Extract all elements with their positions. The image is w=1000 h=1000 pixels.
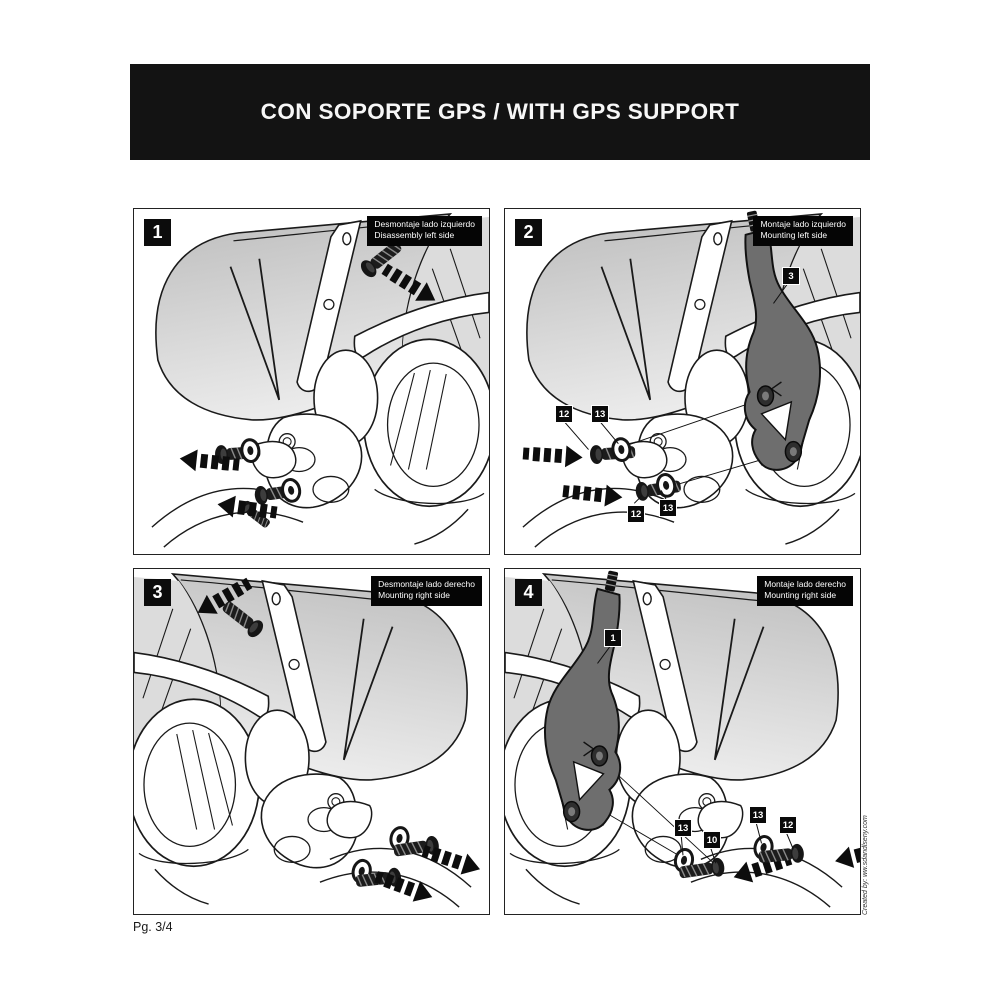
bike-illustration-left-disassembly [134,209,489,554]
caption-en: Mounting right side [764,590,837,601]
washer-icon [611,438,631,462]
part-number-badge: 12 [779,816,797,834]
caption-es: Desmontaje lado derecho [378,579,475,589]
step-panel-3 [133,568,490,915]
caption-en: Mounting right side [378,590,450,601]
mounting-arrow-icon [562,480,624,508]
bike-illustration-right-mounting [505,569,860,914]
caption-es: Desmontaje lado izquierdo [374,219,475,229]
page-number: Pg. 3/4 [133,920,173,934]
caption-box [367,216,482,246]
step-number-badge: 4 [515,579,542,606]
step-number-badge: 3 [144,579,171,606]
part-number-badge: 13 [674,819,692,837]
caption-en: Mounting left side [760,230,828,241]
part-number-badge: 12 [555,405,573,423]
motorcycle-front-drawing [134,574,471,907]
step-number-badge: 1 [144,219,171,246]
step-panel-4 [504,568,861,915]
caption-box [757,576,853,606]
bike-illustration-right-disassembly [134,569,489,914]
part-number-badge: 3 [782,267,800,285]
step-number-badge: 2 [515,219,542,246]
caption-box [753,216,853,246]
part-number-badge: 13 [659,499,677,517]
step-panel-2 [504,208,861,555]
step-panel-1 [133,208,490,555]
motorcycle-front-drawing [152,214,489,547]
washer-icon [240,439,260,463]
credit-text: Created by: ww.sdandlseny.com [862,815,869,915]
mounting-arrow-icon [522,442,583,468]
mounting-arrow-icon [832,836,860,872]
page-title: CON SOPORTE GPS / WITH GPS SUPPORT [260,99,740,124]
caption-en: Disassembly left side [374,230,455,241]
caption-es: Montaje lado derecho [764,579,846,589]
part-number-badge: 1 [604,629,622,647]
part-number-badge: 13 [749,806,767,824]
part-number-badge: 10 [703,831,721,849]
caption-es: Montaje lado izquierdo [760,219,846,229]
part-number-badge: 13 [591,405,609,423]
removal-arrow-icon [373,866,437,907]
part-number-badge: 12 [627,505,645,523]
caption-box [371,576,482,606]
bike-illustration-left-mounting [505,209,860,554]
header-banner [130,64,870,160]
